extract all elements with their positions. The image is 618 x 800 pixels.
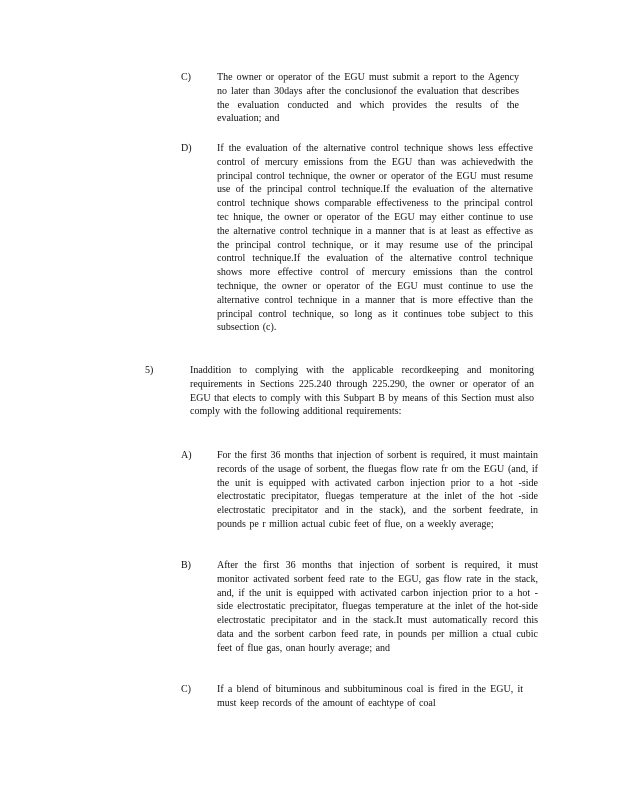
item-text-b: After the first 36 months that injection of sorbent is required, it must monitor activated sorbent feed rate to the EGU, gas flow rate in the stack, and, if the unit is equipped with activated carbon injection prior to a hot -side electrostatic precipitator, fluegas temperature at the inlet of the hot-side electrostatic precipitator and in the stack.It must automatically record this data and the sorbent carbon feed rate, in pounds per million a ctual cubic feet of flue gas, onan hourly average; and [217, 560, 538, 654]
item-label-c: C) [181, 72, 191, 83]
item-label-d: D) [181, 143, 192, 154]
item-label-5: 5) [145, 365, 154, 376]
item-label-b: B) [181, 560, 191, 571]
item-text-d: If the evaluation of the alternative control technique shows less effective control of mercury emissions from the EGU than was achievedwith the principal control technique, the owner or operator of the EGU must resume use of the principal control technique.If the evaluation of the alternative control technique shows comparable effectiveness to the principal control tec hnique, the owner or operator of the EGU may either continue to use the alternative control technique in a manner that is at least as effective as the principal control technique, or it may resume use of the principal control technique.If the evaluation of the alternative control technique shows more effective control of mercury emissions than the control technique, the owner or operator of the EGU must continue to use the alternative control technique in a manner that is more effective than the principal control technique, so long as it continues tobe subject to this subsection (c). [217, 143, 533, 334]
item-text-5: Inaddition to complying with the applicable recordkeeping and monitoring requirements in Sections 225.240 through 225.290, the owner or operator of an EGU that elects to comply with this Subpart B by means of this Section must also comply with the following additional requirements: [190, 365, 534, 418]
item-text-c: The owner or operator of the EGU must submit a report to the Agency no later than 30days after the conclusionof the evaluation that describes the evaluation conducted and which provides the results of the evaluation; and [217, 72, 519, 125]
item-text-c2: If a blend of bituminous and subbituminous coal is fired in the EGU, it must keep records of the amount of eachtype of coal [217, 684, 523, 709]
item-label-c2: C) [181, 684, 191, 695]
item-label-a: A) [181, 450, 192, 461]
item-text-a: For the first 36 months that injection of sorbent is required, it must maintain records of the usage of sorbent, the fluegas flow rate fr om the EGU (and, if the unit is equipped with activated carbon injection prior to a hot -side electrostatic precipitator, fluegas temperature at the inlet of the hot -side electrostatic precipitator and in the stack), and the sorbent feedrate, in pounds pe r million actual cubic feet of flue, on a weekly average; [217, 450, 538, 530]
